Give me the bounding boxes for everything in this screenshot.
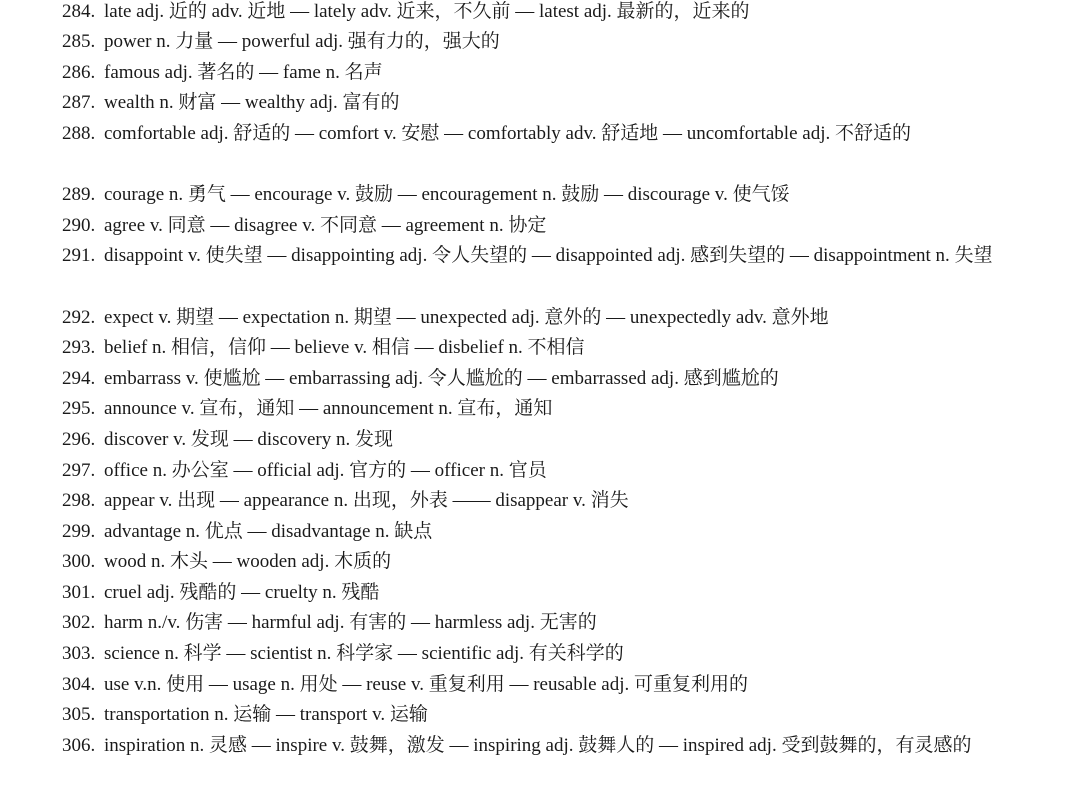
list-item xyxy=(62,241,1064,271)
entry-number: 295. xyxy=(62,398,96,419)
list-item xyxy=(62,394,1064,424)
list-item xyxy=(62,364,1064,394)
entry-number: 298. xyxy=(62,490,96,511)
entry-text: science n. 科学 — scientist n. 科学家 — scientific adj. 有关科学的 xyxy=(104,643,624,664)
entry-number: 287. xyxy=(62,92,96,113)
list-item xyxy=(62,425,1064,455)
list-item xyxy=(62,731,1064,761)
entry-number: 305. xyxy=(62,704,96,725)
list-item xyxy=(62,486,1064,516)
entry-number: 289. xyxy=(62,184,96,205)
entry-text: comfortable adj. 舒适的 — comfort v. 安慰 — comfortably adv. 舒适地 — uncomfortable adj. 不舒适的 xyxy=(104,123,911,144)
entry-text: late adj. 近的 adv. 近地 — lately adv. 近来，不久前 — latest adj. 最新的，近来的 xyxy=(104,1,750,22)
entry-text: transportation n. 运输 — transport v. 运输 xyxy=(104,704,428,725)
list-item xyxy=(62,456,1064,486)
list-item xyxy=(62,27,1064,57)
entry-number: 291. xyxy=(62,245,96,266)
entry-text: wealth n. 财富 — wealthy adj. 富有的 xyxy=(104,92,400,113)
list-item xyxy=(62,608,1064,638)
entry-number: 300. xyxy=(62,551,96,572)
entry-number: 306. xyxy=(62,735,96,756)
entry-text: belief n. 相信，信仰 — believe v. 相信 — disbelief n. 不相信 xyxy=(104,337,585,358)
entry-number: 304. xyxy=(62,674,96,695)
entry-number: 294. xyxy=(62,368,96,389)
entry-text: advantage n. 优点 — disadvantage n. 缺点 xyxy=(104,521,433,542)
entry-text: inspiration n. 灵感 — inspire v. 鼓舞，激发 — inspiring adj. 鼓舞人的 — inspired adj. 受到鼓舞的，有灵感的 xyxy=(104,735,972,756)
list-item xyxy=(62,578,1064,608)
list-item xyxy=(62,517,1064,547)
entry-text: embarrass v. 使尴尬 — embarrassing adj. 令人尴尬的 — embarrassed adj. 感到尴尬的 xyxy=(104,368,779,389)
list-item xyxy=(62,211,1064,241)
entry-number: 303. xyxy=(62,643,96,664)
list-item xyxy=(62,700,1064,730)
list-item xyxy=(62,58,1064,88)
entry-number: 285. xyxy=(62,31,96,52)
entry-text: harm n./v. 伤害 — harmful adj. 有害的 — harmless adj. 无害的 xyxy=(104,612,597,633)
entry-text: discover v. 发现 — discovery n. 发现 xyxy=(104,429,393,450)
entry-number: 284. xyxy=(62,1,96,22)
entry-text: power n. 力量 — powerful adj. 强有力的，强大的 xyxy=(104,31,500,52)
entry-number: 301. xyxy=(62,582,96,603)
list-item xyxy=(62,180,1064,210)
entry-number: 290. xyxy=(62,215,96,236)
entry-text: office n. 办公室 — official adj. 官方的 — officer n. 官员 xyxy=(104,460,547,481)
entry-text: agree v. 同意 — disagree v. 不同意 — agreement n. 协定 xyxy=(104,215,547,236)
entry-text: appear v. 出现 — appearance n. 出现，外表 —— disappear v. 消失 xyxy=(104,490,629,511)
entry-text: cruel adj. 残酷的 — cruelty n. 残酷 xyxy=(104,582,380,603)
list-item xyxy=(62,303,1064,333)
list-item xyxy=(62,88,1064,118)
entry-text: disappoint v. 使失望 — disappointing adj. 令人失望的 — disappointed adj. 感到失望的 — disappointment n. 失望 xyxy=(104,245,993,266)
entry-text: expect v. 期望 — expectation n. 期望 — unexpected adj. 意外的 — unexpectedly adv. 意外地 xyxy=(104,307,829,328)
list-item xyxy=(62,119,1064,149)
entry-number: 302. xyxy=(62,612,96,633)
entry-text: wood n. 木头 — wooden adj. 木质的 xyxy=(104,551,392,572)
entry-number: 299. xyxy=(62,521,96,542)
entry-number: 293. xyxy=(62,337,96,358)
list-item xyxy=(62,333,1064,363)
list-item xyxy=(62,547,1064,577)
list-item xyxy=(62,0,1064,27)
entry-number: 297. xyxy=(62,460,96,481)
list-item xyxy=(62,670,1064,700)
entry-text: famous adj. 著名的 — fame n. 名声 xyxy=(104,62,383,83)
entry-text: announce v. 宣布，通知 — announcement n. 宣布，通知 xyxy=(104,398,553,419)
entry-text: courage n. 勇气 — encourage v. 鼓励 — encouragement n. 鼓励 — discourage v. 使气馁 xyxy=(104,184,790,205)
entry-number: 292. xyxy=(62,307,96,328)
list-item xyxy=(62,639,1064,669)
entry-text: use v.n. 使用 — usage n. 用处 — reuse v. 重复利用 — reusable adj. 可重复利用的 xyxy=(104,674,748,695)
entry-number: 288. xyxy=(62,123,96,144)
entry-number: 286. xyxy=(62,62,96,83)
entry-number: 296. xyxy=(62,429,96,450)
